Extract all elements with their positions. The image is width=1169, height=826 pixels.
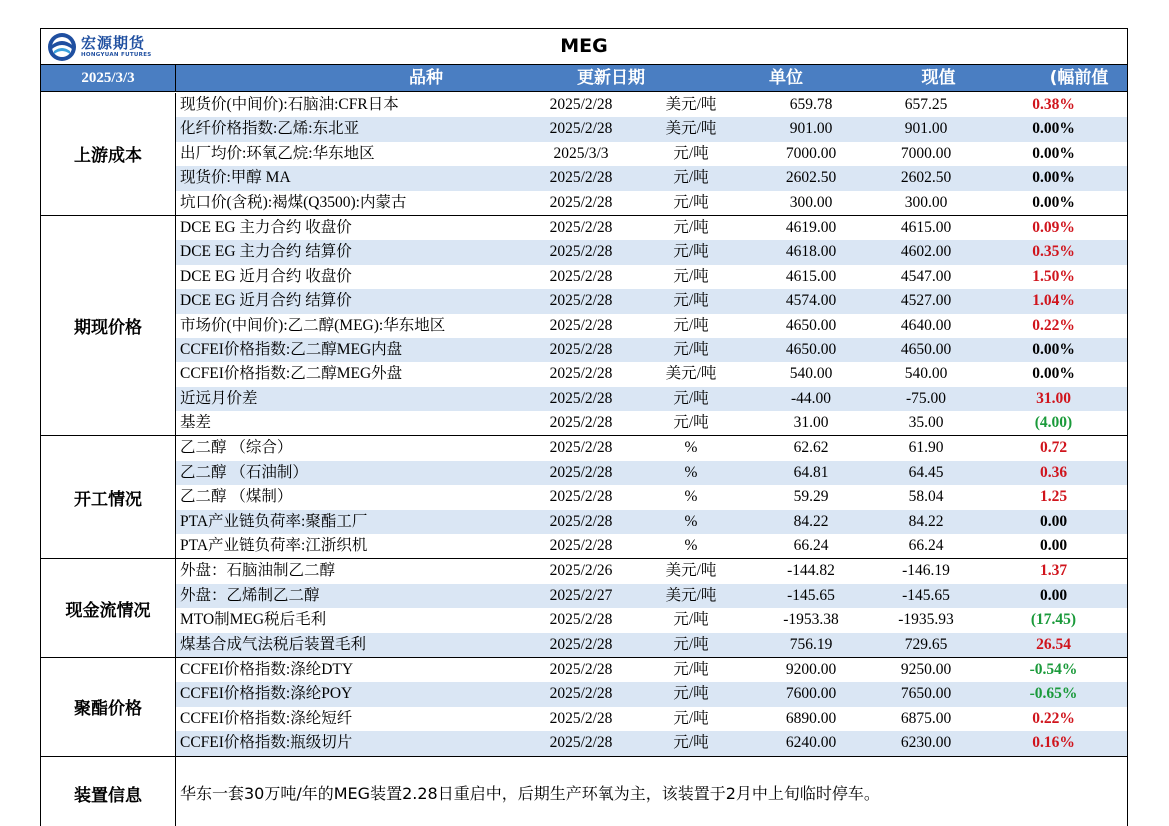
change-cell: 0.35%	[1032, 243, 1075, 261]
previous-value-cell: 6230.00	[900, 734, 952, 752]
unit-cell: 美元/吨	[665, 562, 717, 580]
unit-cell: 元/吨	[673, 685, 709, 703]
table-row	[176, 608, 1127, 632]
logo-name-en: HONGYUAN FUTURES	[81, 51, 152, 58]
item-name-cell: 现货价:甲醇 MA	[180, 169, 291, 187]
unit-cell: 元/吨	[673, 144, 709, 162]
item-name-cell: 基差	[180, 414, 212, 432]
current-value-cell: 300.00	[789, 193, 833, 211]
item-name-cell: DCE EG 近月合约 结算价	[180, 292, 352, 310]
change-cell: 31.00	[1036, 389, 1071, 407]
update-date-cell: 2025/2/28	[549, 292, 613, 310]
current-value-cell: 31.00	[793, 414, 829, 432]
update-date-cell: 2025/2/28	[549, 537, 613, 555]
update-date-cell: 2025/2/28	[549, 635, 613, 653]
unit-cell: 元/吨	[673, 292, 709, 310]
header-report-date: 2025/3/3	[41, 65, 176, 91]
update-date-cell: 2025/2/28	[549, 193, 613, 211]
unit-cell: 美元/吨	[665, 96, 717, 113]
change-cell: 0.22%	[1032, 316, 1075, 334]
current-value-cell: 4618.00	[785, 243, 837, 261]
change-cell: 0.00	[1039, 537, 1068, 555]
update-date-cell: 2025/2/28	[549, 414, 613, 432]
section	[41, 436, 1127, 559]
table-row	[176, 362, 1127, 386]
current-value-cell: 901.00	[789, 120, 833, 138]
section-label: 开工情况	[41, 436, 176, 558]
table-row	[176, 658, 1127, 682]
current-value-cell: 7000.00	[785, 144, 837, 162]
current-value-cell: -145.65	[787, 586, 835, 604]
table-header	[41, 65, 1127, 92]
change-cell: 1.37	[1039, 562, 1068, 580]
update-date-cell: 2025/2/28	[549, 734, 613, 752]
table-row	[176, 338, 1127, 362]
unit-cell: 美元/吨	[665, 586, 717, 604]
logo-name-cn: 宏源期货	[81, 33, 146, 52]
change-cell: 0.36	[1039, 463, 1068, 481]
item-name-cell: 现货价(中间价):石脑油:CFR日本	[180, 96, 399, 113]
change-cell: 0.00%	[1032, 193, 1075, 211]
change-cell: 1.04%	[1032, 292, 1075, 310]
current-value-cell: 84.22	[793, 512, 829, 530]
table-row	[176, 289, 1127, 313]
update-date-cell: 2025/2/28	[549, 463, 613, 481]
change-cell: 0.00	[1039, 586, 1068, 604]
item-name-cell: 外盘：乙烯制乙二醇	[180, 586, 320, 604]
item-name-cell: CCFEI价格指数:乙二醇MEG外盘	[180, 365, 403, 383]
section-label: 现金流情况	[41, 559, 176, 657]
section	[41, 216, 1127, 437]
unit-cell: 美元/吨	[665, 120, 717, 138]
change-cell: 1.50%	[1032, 267, 1075, 285]
previous-value-cell: 61.90	[908, 439, 944, 457]
change-cell: 0.00%	[1032, 169, 1075, 187]
unit-cell: 元/吨	[673, 709, 709, 727]
change-cell: 0.16%	[1032, 734, 1075, 752]
previous-value-cell: 35.00	[908, 414, 944, 432]
item-name-cell: CCFEI价格指数:涤纶DTY	[180, 660, 354, 678]
change-cell: 0.09%	[1032, 218, 1075, 236]
previous-value-cell: 4640.00	[900, 316, 952, 334]
item-name-cell: 市场价(中间价):乙二醇(MEG):华东地区	[180, 316, 446, 334]
item-name-cell: MTO制MEG税后毛利	[180, 611, 327, 629]
previous-value-cell: 657.25	[904, 96, 948, 113]
update-date-cell: 2025/2/28	[549, 316, 613, 334]
current-value-cell: -144.82	[787, 562, 835, 580]
previous-value-cell: 7000.00	[900, 144, 952, 162]
notes-text: 华东一套30万吨/年的MEG装置2.28日重启中，后期生产环氧为主，该装置于2月中上旬临时停车。	[180, 783, 880, 803]
update-date-cell: 2025/2/28	[549, 340, 613, 358]
header-current-value: 现值	[921, 68, 956, 88]
unit-cell: 元/吨	[673, 218, 709, 236]
unit-cell: %	[684, 537, 698, 555]
previous-value-cell: 64.45	[908, 463, 944, 481]
item-name-cell: 化纤价格指数:乙烯:东北亚	[180, 120, 360, 138]
unit-cell: 元/吨	[673, 340, 709, 358]
table-body	[41, 93, 1127, 826]
table-row	[176, 436, 1127, 460]
unit-cell: 元/吨	[673, 414, 709, 432]
change-cell: (4.00)	[1034, 414, 1073, 432]
unit-cell: 元/吨	[673, 734, 709, 752]
table-row	[176, 682, 1127, 706]
table-row	[176, 633, 1127, 657]
change-cell: 0.00%	[1032, 340, 1075, 358]
current-value-cell: 2602.50	[785, 169, 837, 187]
unit-cell: 元/吨	[673, 660, 709, 678]
change-cell: 0.38%	[1032, 96, 1075, 113]
previous-value-cell: -145.65	[902, 586, 950, 604]
item-name-cell: PTA产业链负荷率:聚酯工厂	[180, 512, 368, 530]
current-value-cell: 4650.00	[785, 340, 837, 358]
previous-value-cell: -1935.93	[898, 611, 954, 629]
current-value-cell: 59.29	[793, 488, 829, 506]
table-row	[176, 216, 1127, 240]
table-row	[176, 142, 1127, 166]
previous-value-cell: 66.24	[908, 537, 944, 555]
change-cell: 0.00%	[1032, 120, 1075, 138]
current-value-cell: 7600.00	[785, 685, 837, 703]
table-row	[176, 411, 1127, 435]
previous-value-cell: 4547.00	[900, 267, 952, 285]
update-date-cell: 2025/2/28	[549, 96, 613, 113]
header-update-date: 更新日期	[577, 68, 645, 88]
change-cell: -0.54%	[1029, 660, 1078, 678]
current-value-cell: 756.19	[789, 635, 833, 653]
update-date-cell: 2025/2/28	[549, 488, 613, 506]
previous-value-cell: 9250.00	[900, 660, 952, 678]
change-cell: 0.00%	[1032, 365, 1075, 383]
current-value-cell: 4615.00	[785, 267, 837, 285]
table-row	[176, 240, 1127, 264]
page-title: MEG	[560, 35, 608, 57]
unit-cell: %	[684, 512, 698, 530]
section	[41, 93, 1127, 216]
previous-value-cell: 58.04	[908, 488, 944, 506]
update-date-cell: 2025/2/28	[549, 685, 613, 703]
section	[41, 658, 1127, 757]
current-value-cell: 659.78	[789, 96, 833, 113]
report-sheet	[40, 28, 1128, 826]
section-label: 上游成本	[41, 93, 176, 215]
change-cell: 0.22%	[1032, 709, 1075, 727]
item-name-cell: 外盘：石脑油制乙二醇	[180, 562, 336, 580]
update-date-cell: 2025/2/28	[549, 218, 613, 236]
header-item: 品种	[409, 68, 443, 88]
current-value-cell: -1953.38	[783, 611, 839, 629]
item-name-cell: CCFEI价格指数:涤纶短纤	[180, 709, 353, 727]
table-row	[176, 117, 1127, 141]
previous-value-cell: 6875.00	[900, 709, 952, 727]
item-name-cell: 出厂均价:环氧乙烷:华东地区	[180, 144, 375, 162]
current-value-cell: 66.24	[793, 537, 829, 555]
table-row	[176, 510, 1127, 534]
update-date-cell: 2025/2/28	[549, 611, 613, 629]
previous-value-cell: 4527.00	[900, 292, 952, 310]
update-date-cell: 2025/2/28	[549, 169, 613, 187]
current-value-cell: -44.00	[790, 389, 832, 407]
header-unit: 单位	[769, 68, 803, 88]
section-label: 聚酯价格	[41, 658, 176, 756]
item-name-cell: 乙二醇 （石油制）	[180, 463, 308, 481]
previous-value-cell: 901.00	[904, 120, 948, 138]
previous-value-cell: 540.00	[904, 365, 948, 383]
item-name-cell: CCFEI价格指数:瓶级切片	[180, 734, 353, 752]
change-cell: 0.72	[1039, 439, 1068, 457]
unit-cell: %	[684, 439, 698, 457]
previous-value-cell: 2602.50	[900, 169, 952, 187]
table-row	[176, 485, 1127, 509]
current-value-cell: 64.81	[793, 463, 829, 481]
change-cell: 26.54	[1036, 635, 1071, 653]
previous-value-cell: 7650.00	[900, 685, 952, 703]
current-value-cell: 62.62	[793, 439, 829, 457]
item-name-cell: DCE EG 主力合约 结算价	[180, 243, 352, 261]
current-value-cell: 9200.00	[785, 660, 837, 678]
unit-cell: 元/吨	[673, 267, 709, 285]
item-name-cell: 乙二醇 （综合）	[180, 439, 293, 457]
previous-value-cell: 4615.00	[900, 218, 952, 236]
update-date-cell: 2025/2/28	[549, 267, 613, 285]
item-name-cell: CCFEI价格指数:涤纶POY	[180, 685, 353, 703]
previous-value-cell: 84.22	[908, 512, 944, 530]
section	[41, 559, 1127, 658]
header-change: (幅前值	[1049, 68, 1109, 88]
notes-label: 装置信息	[41, 757, 176, 826]
unit-cell: 美元/吨	[665, 365, 717, 383]
update-date-cell: 2025/2/28	[549, 439, 613, 457]
table-row	[176, 93, 1127, 117]
item-name-cell: 煤基合成气法税后装置毛利	[180, 635, 367, 653]
update-date-cell: 2025/2/28	[549, 660, 613, 678]
unit-cell: %	[684, 463, 698, 481]
current-value-cell: 4574.00	[785, 292, 837, 310]
unit-cell: 元/吨	[673, 389, 709, 407]
current-value-cell: 4650.00	[785, 316, 837, 334]
change-cell: (17.45)	[1030, 611, 1077, 629]
change-cell: 0.00%	[1032, 144, 1075, 162]
update-date-cell: 2025/2/28	[549, 389, 613, 407]
item-name-cell: DCE EG 近月合约 收盘价	[180, 267, 352, 285]
update-date-cell: 2025/3/3	[553, 144, 609, 162]
unit-cell: 元/吨	[673, 169, 709, 187]
item-name-cell: 坑口价(含税):褐煤(Q3500):内蒙古	[180, 193, 407, 211]
table-row	[176, 559, 1127, 583]
change-cell: 0.00	[1039, 512, 1068, 530]
table-row	[176, 314, 1127, 338]
previous-value-cell: -75.00	[905, 389, 947, 407]
notes-section	[41, 757, 1127, 826]
unit-cell: %	[684, 488, 698, 506]
update-date-cell: 2025/2/28	[549, 512, 613, 530]
unit-cell: 元/吨	[673, 611, 709, 629]
previous-value-cell: 4650.00	[900, 340, 952, 358]
update-date-cell: 2025/2/28	[549, 120, 613, 138]
table-row	[176, 265, 1127, 289]
item-name-cell: CCFEI价格指数:乙二醇MEG内盘	[180, 340, 403, 358]
item-name-cell: DCE EG 主力合约 收盘价	[180, 218, 352, 236]
change-cell: 1.25	[1039, 488, 1068, 506]
unit-cell: 元/吨	[673, 316, 709, 334]
item-name-cell: PTA产业链负荷率:江浙织机	[180, 537, 368, 555]
unit-cell: 元/吨	[673, 193, 709, 211]
current-value-cell: 6890.00	[785, 709, 837, 727]
current-value-cell: 6240.00	[785, 734, 837, 752]
table-row	[176, 707, 1127, 731]
unit-cell: 元/吨	[673, 635, 709, 653]
unit-cell: 元/吨	[673, 243, 709, 261]
previous-value-cell: -146.19	[902, 562, 950, 580]
table-row	[176, 731, 1127, 755]
title-row	[41, 29, 1127, 65]
current-value-cell: 540.00	[789, 365, 833, 383]
previous-value-cell: 300.00	[904, 193, 948, 211]
table-row	[176, 584, 1127, 608]
table-row	[176, 166, 1127, 190]
update-date-cell: 2025/2/28	[549, 243, 613, 261]
section-label: 期现价格	[41, 216, 176, 436]
previous-value-cell: 729.65	[904, 635, 948, 653]
update-date-cell: 2025/2/28	[549, 709, 613, 727]
update-date-cell: 2025/2/28	[549, 365, 613, 383]
table-row	[176, 461, 1127, 485]
item-name-cell: 近远月价差	[180, 389, 258, 407]
table-row	[176, 534, 1127, 558]
current-value-cell: 4619.00	[785, 218, 837, 236]
update-date-cell: 2025/2/27	[549, 586, 613, 604]
previous-value-cell: 4602.00	[900, 243, 952, 261]
table-row	[176, 191, 1127, 215]
item-name-cell: 乙二醇 （煤制）	[180, 488, 293, 506]
change-cell: -0.65%	[1029, 685, 1078, 703]
table-row	[176, 387, 1127, 411]
update-date-cell: 2025/2/26	[549, 562, 613, 580]
